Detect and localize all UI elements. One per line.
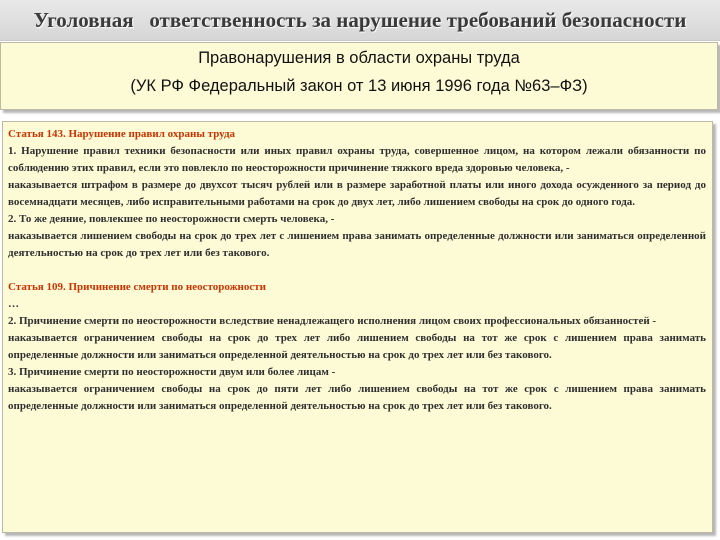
article-109-paragraph: 2. Причинение смерти по неосторожности вследствие ненадлежащего исполнения лицом своих профессиональных обязанностей - [8, 315, 657, 327]
article-143-paragraph: 1. Нарушение правил техники безопасности или иных правил охраны труда, совершенное лицом, на котором лежали обязанности по соблюдению этих правил, если это повлекло по неосторожности причинение тяжкого вреда здоровью человека, - [8, 145, 706, 174]
header-subtitle: (УК РФ Федеральный закон от 13 июня 1996 года №63–ФЗ) [130, 77, 588, 95]
spacer [8, 262, 706, 279]
article-143-title: Статья 143. Нарушение правил охраны труда [8, 128, 236, 140]
header-box [0, 42, 718, 110]
article-109-paragraph: наказывается ограничением свободы на срок до пяти лет либо лишением свободы на тот же срок с лишением права занимать определенные должности или заниматься определенной деятельностью на срок до трех лет или без такового. [8, 383, 706, 412]
article-143-paragraph: 2. То же деяние, повлекшее по неосторожности смерть человека, - [8, 213, 335, 225]
articles-box [2, 121, 713, 533]
article-143-paragraph: наказывается лишением свободы на срок до трех лет с лишением права занимать определенные должности или заниматься определенной деятельностью на срок до трех лет или без такового. [8, 230, 706, 259]
article-109-paragraph: … [8, 298, 19, 310]
article-109-paragraph: 3. Причинение смерти по неосторожности двум или более лицам - [8, 366, 336, 378]
header-title: Правонарушения в области охраны труда [198, 49, 520, 67]
article-109-title: Статья 109. Причинение смерти по неосторожности [8, 281, 267, 293]
slide-title: Уголовная ответственность за нарушение требований безопасности [0, 0, 720, 41]
article-143-paragraph: наказывается штрафом в размере до двухсот тысяч рублей или в размере заработной платы или иного дохода осужденного за период до восемнадцати месяцев, либо исправительными работами на срок до двух лет, либо лишением свободы на срок до одного года. [8, 179, 706, 208]
article-109-paragraph: наказывается ограничением свободы на срок до трех лет либо лишением свободы на тот же срок с лишением права занимать определенные должности или заниматься определенной деятельностью на срок до трех лет или без такового. [8, 332, 706, 361]
